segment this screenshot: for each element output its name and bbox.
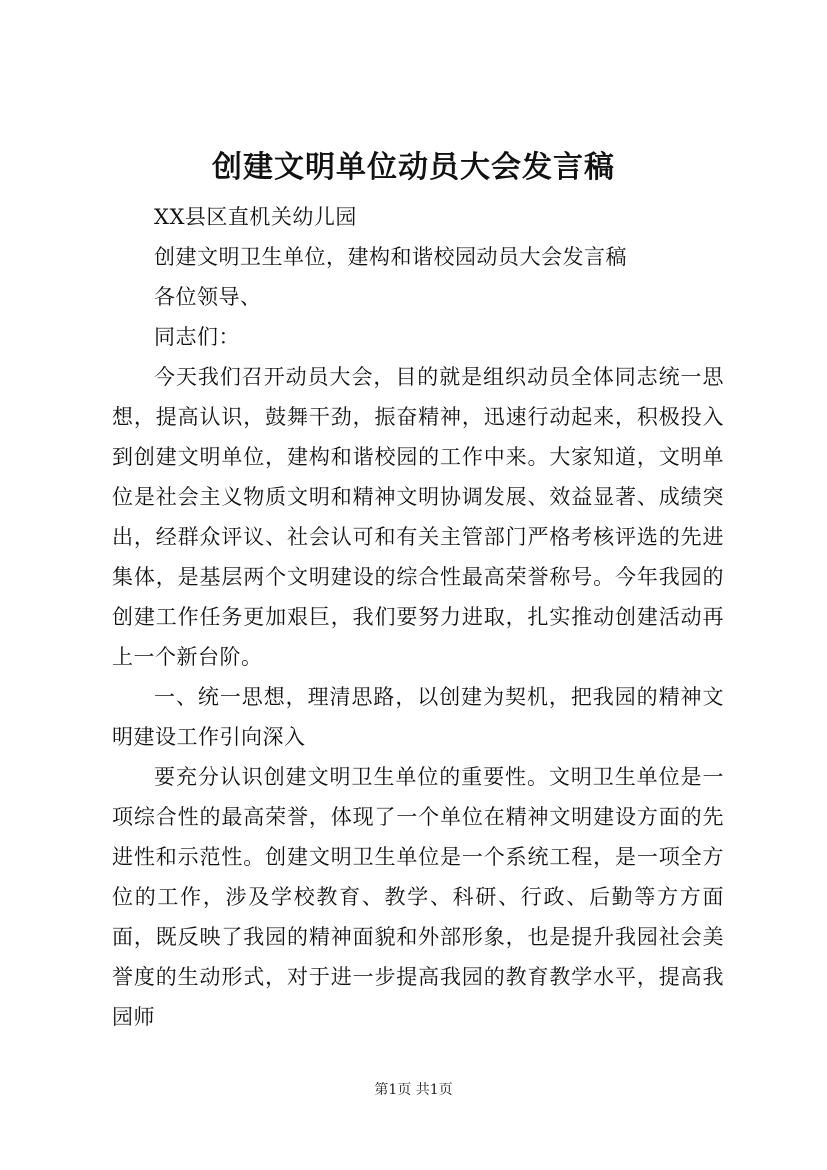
paragraph-salutation-leaders: 各位领导、 [154, 285, 262, 309]
section-heading-1: 一、统一思想，理清思路，以创建为契机，把我园的精神文明建设工作引向深入 [112, 685, 724, 749]
paragraph-subtitle: 创建文明卫生单位，建构和谐校园动员大会发言稿 [154, 245, 627, 269]
paragraph-salutation-comrades: 同志们： [154, 325, 240, 349]
page-footer: 第1页 共1页 [374, 1082, 453, 1098]
document-body [112, 197, 724, 1037]
document-title: 创建文明单位动员大会发言稿 [212, 150, 615, 185]
paragraph-organization: XX县区直机关幼儿园 [154, 205, 357, 229]
paragraph-opening: 今天我们召开动员大会，目的就是组织动员全体同志统一思想，提高认识，鼓舞干劲，振奋精神，迅速行动起来，积极投入到创建文明单位，建构和谐校园的工作中来。大家知道，文明单位是社会主义物质文明和精神文明协调发展、效益显著、成绩突出，经群众评议、社会认可和有关主管部门严格考核评选的先进集体，是基层两个文明建设的综合性最高荣誉称号。今年我园的创建工作任务更加艰巨，我们要努力进取，扎实推动创建活动再上一个新台阶。 [112, 365, 724, 669]
paragraph-importance: 要充分认识创建文明卫生单位的重要性。文明卫生单位是一项综合性的最高荣誉，体现了一个单位在精神文明建设方面的先进性和示范性。创建文明卫生单位是一个系统工程，是一项全方位的工作，涉及学校教育、教学、科研、行政、后勤等方方面面，既反映了我园的精神面貌和外部形象，也是提升我园社会美誉度的生动形式，对于进一步提高我园的教育教学水平，提高我园师 [112, 765, 724, 1029]
